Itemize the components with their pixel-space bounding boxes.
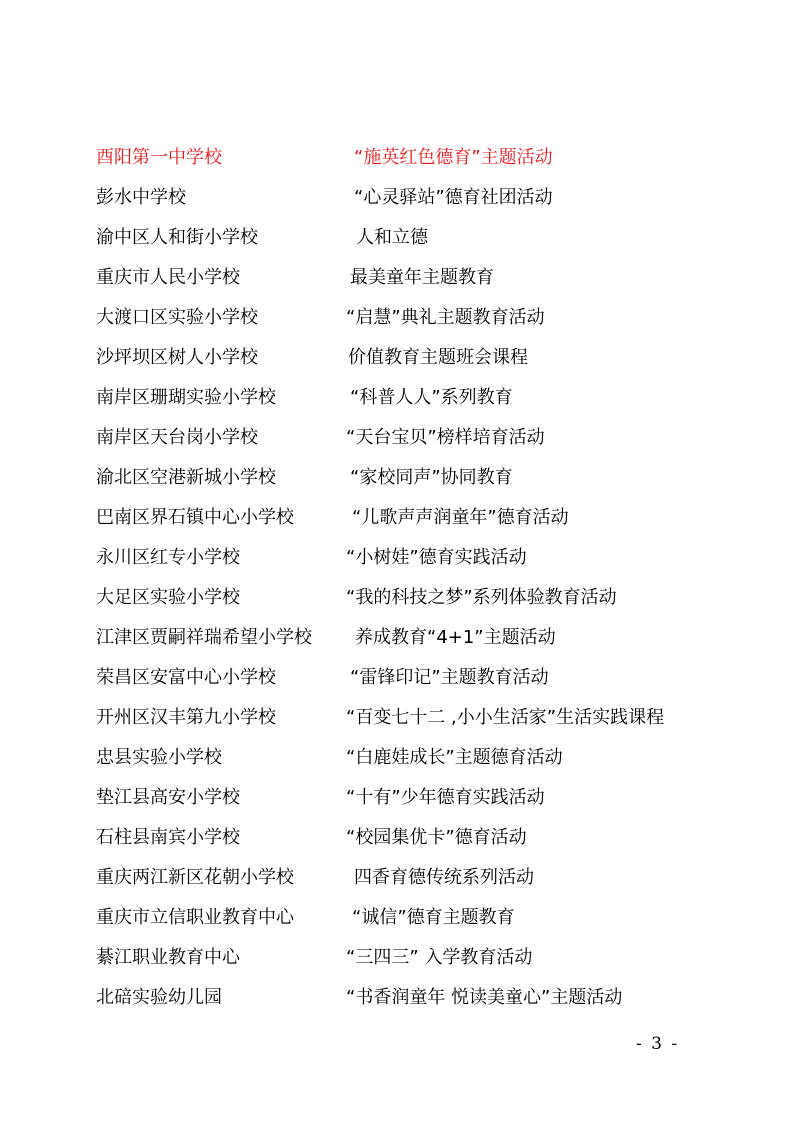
school-name: 大渡口区实验小学校 — [96, 307, 258, 328]
activity-name: “小树娃”德育实践活动 — [346, 547, 527, 568]
school-name: 南岸区珊瑚实验小学校 — [96, 387, 276, 408]
school-name: 南岸区天台岗小学校 — [96, 427, 258, 448]
list-item — [96, 184, 736, 224]
school-name: 大足区实验小学校 — [96, 587, 240, 608]
school-name: 开州区汉丰第九小学校 — [96, 707, 276, 728]
school-activity-list — [96, 144, 736, 1024]
list-item — [96, 424, 736, 464]
activity-name: “校园集优卡”德育活动 — [346, 827, 527, 848]
list-item — [96, 144, 736, 184]
activity-name: “百变七十二 ,小小生活家”生活实践课程 — [346, 707, 665, 728]
list-item — [96, 504, 736, 544]
list-item — [96, 584, 736, 624]
school-name: 北碚实验幼儿园 — [96, 987, 222, 1008]
school-name: 渝中区人和街小学校 — [96, 227, 258, 248]
school-name: 永川区红专小学校 — [96, 547, 240, 568]
list-item — [96, 824, 736, 864]
activity-name: “白鹿娃成长”主题德育活动 — [346, 747, 563, 768]
activity-name: “家校同声”协同教育 — [350, 467, 513, 488]
activity-name: “天台宝贝”榜样培育活动 — [346, 427, 545, 448]
activity-name: “雷锋印记”主题教育活动 — [350, 667, 549, 688]
list-item — [96, 624, 736, 664]
school-name: 酉阳第一中学校 — [96, 147, 222, 168]
school-name: 重庆市人民小学校 — [96, 267, 240, 288]
activity-name: 价值教育主题班会课程 — [348, 347, 528, 368]
activity-name: “心灵驿站”德育社团活动 — [354, 187, 553, 208]
activity-name: “儿歌声声润童年”德育活动 — [352, 507, 569, 528]
list-item — [96, 224, 736, 264]
activity-name: 四香育德传统系列活动 — [354, 867, 534, 888]
activity-name: “施英红色德育”主题活动 — [354, 147, 553, 168]
list-item — [96, 544, 736, 584]
page-number: - 3 - — [636, 1034, 680, 1054]
activity-name: “我的科技之梦”系列体验教育活动 — [346, 587, 617, 608]
list-item — [96, 384, 736, 424]
activity-name: “书香润童年 悦读美童心”主题活动 — [346, 987, 623, 1008]
school-name: 沙坪坝区树人小学校 — [96, 347, 258, 368]
activity-name: 人和立德 — [356, 227, 428, 248]
activity-name: “三四三” 入学教育活动 — [346, 947, 533, 968]
list-item — [96, 664, 736, 704]
activity-name: “十有”少年德育实践活动 — [346, 787, 545, 808]
school-name: 綦江职业教育中心 — [96, 947, 240, 968]
list-item — [96, 904, 736, 944]
school-name: 重庆两江新区花朝小学校 — [96, 867, 294, 888]
list-item — [96, 744, 736, 784]
school-name: 石柱县南宾小学校 — [96, 827, 240, 848]
activity-name: “科普人人”系列教育 — [350, 387, 513, 408]
school-name: 江津区贾嗣祥瑞希望小学校 — [96, 627, 312, 648]
school-name: 彭水中学校 — [96, 187, 186, 208]
school-name: 渝北区空港新城小学校 — [96, 467, 276, 488]
school-name: 垫江县高安小学校 — [96, 787, 240, 808]
school-name: 忠县实验小学校 — [96, 747, 222, 768]
school-name: 重庆市立信职业教育中心 — [96, 907, 294, 928]
list-item — [96, 344, 736, 384]
activity-name: 养成教育“4+1”主题活动 — [355, 627, 556, 648]
list-item — [96, 864, 736, 904]
list-item — [96, 464, 736, 504]
activity-name: “诚信”德育主题教育 — [352, 907, 515, 928]
list-item — [96, 984, 736, 1024]
list-item — [96, 944, 736, 984]
list-item — [96, 304, 736, 344]
activity-name: “启慧”典礼主题教育活动 — [346, 307, 545, 328]
list-item — [96, 264, 736, 304]
list-item — [96, 704, 736, 744]
school-name: 巴南区界石镇中心小学校 — [96, 507, 294, 528]
list-item — [96, 784, 736, 824]
activity-name: 最美童年主题教育 — [350, 267, 494, 288]
school-name: 荣昌区安富中心小学校 — [96, 667, 276, 688]
